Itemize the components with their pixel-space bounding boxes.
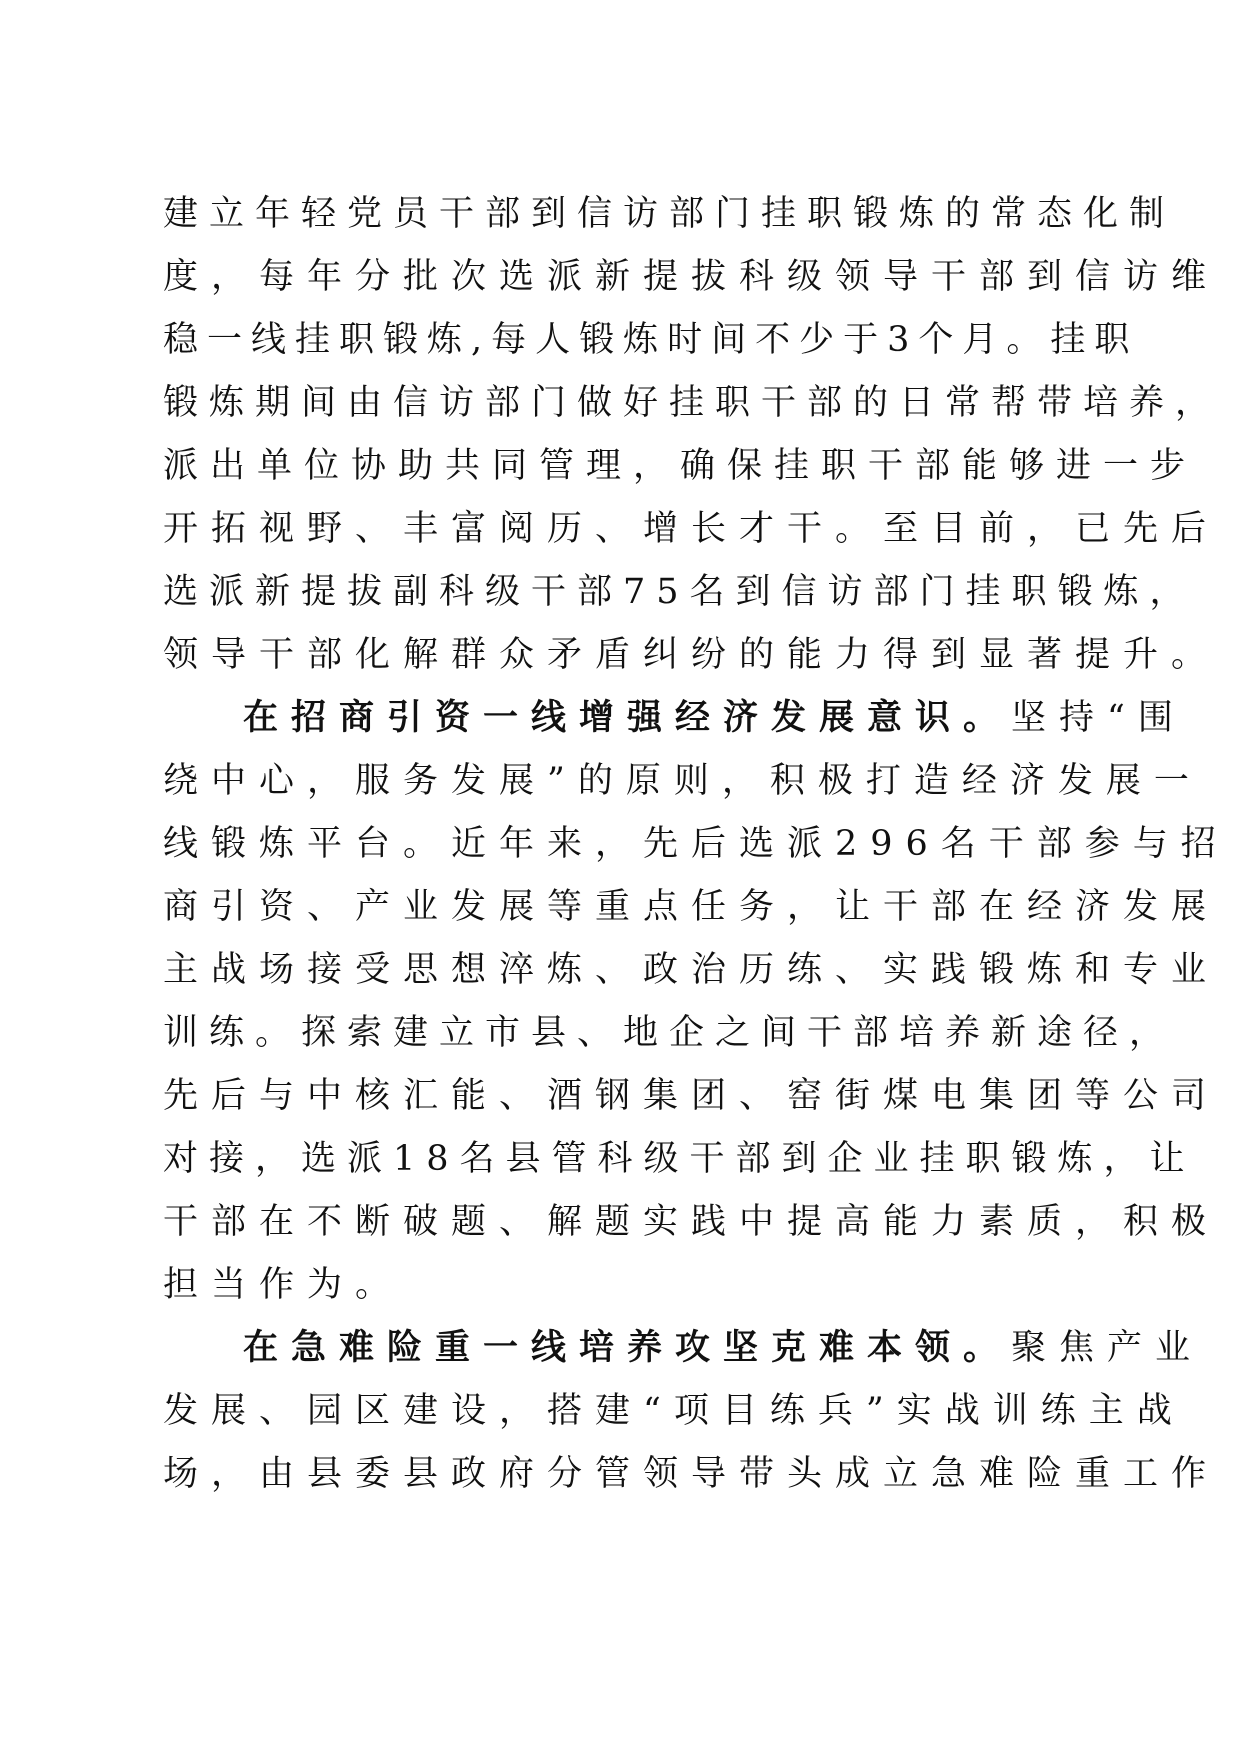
paragraph-line: 干部在不断破题、解题实践中提高能力素质，积极 [163, 1202, 1220, 1242]
paragraph-line: 选派新提拔副科级干部75名到信访部门挂职锻炼， [163, 572, 1196, 612]
section-first-line [163, 1317, 1204, 1380]
paragraph-line: 先后与中核汇能、酒钢集团、窑街煤电集团等公司 [163, 1076, 1220, 1116]
paragraph-line: 主战场接受思想淬炼、政治历练、实践锻炼和专业 [163, 950, 1220, 990]
paragraph-line: 建立年轻党员干部到信访部门挂职锻炼的常态化制 [163, 194, 1176, 234]
body-text [163, 183, 1229, 1506]
paragraph-line: 发展、园区建设，搭建“项目练兵”实战训练主战 [163, 1391, 1185, 1431]
paragraph-line: 对接，选派18名县管科级干部到企业挂职锻炼，让 [163, 1139, 1196, 1179]
paragraph-line: 开拓视野、丰富阅历、增长才干。至目前，已先后 [163, 509, 1220, 549]
paragraph-line: 绕中心，服务发展”的原则，积极打造经济发展一 [163, 761, 1202, 801]
paragraph-line: 领导干部化解群众矛盾纠纷的能力得到显著提升。 [163, 635, 1220, 675]
section-heading: 在急难险重一线培养攻坚克难本领。 [243, 1328, 1012, 1368]
section-heading: 在招商引资一线增强经济发展意识。 [243, 698, 1012, 738]
section-first-line [163, 687, 1186, 750]
paragraph-line: 商引资、产业发展等重点任务，让干部在经济发展 [163, 887, 1220, 927]
paragraph-line: 训练。探索建立市县、地企之间干部培养新途径， [163, 1013, 1176, 1053]
section-line-rest: 聚焦产业 [1011, 1328, 1204, 1368]
paragraph-line: 稳一线挂职锻炼,每人锻炼时间不少于3个月。挂职 [163, 320, 1139, 360]
paragraph-line: 场，由县委县政府分管领导带头成立急难险重工作 [163, 1454, 1220, 1494]
paragraph-line: 线锻炼平台。近年来，先后选派296名干部参与招 [163, 824, 1229, 864]
paragraph-line: 担当作为。 [163, 1265, 404, 1305]
section-line-rest: 坚持“围 [1011, 698, 1186, 738]
paragraph-line: 度，每年分批次选派新提拔科级领导干部到信访维 [163, 257, 1220, 297]
paragraph-line: 派出单位协助共同管理，确保挂职干部能够进一步 [163, 446, 1198, 486]
paragraph-line: 锻炼期间由信访部门做好挂职干部的日常帮带培养， [163, 383, 1222, 423]
